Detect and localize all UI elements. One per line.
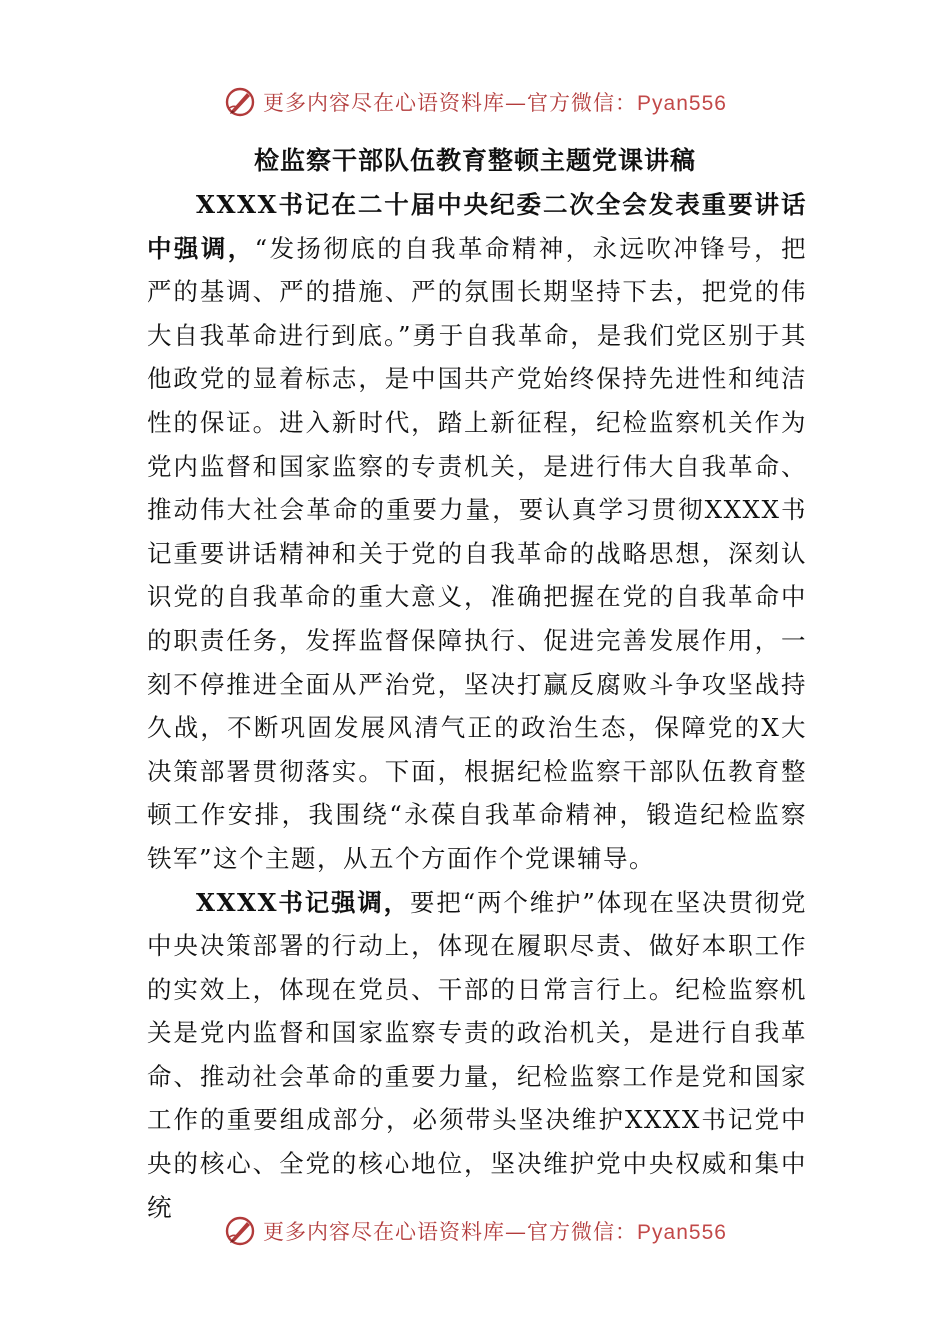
paragraph	[147, 881, 807, 1230]
paragraph-lead: XXXX书记在二十届中央纪委二次全会发表重要讲话中强调，	[147, 190, 807, 263]
paragraph	[147, 183, 807, 881]
wechat-id: Pyan556	[637, 92, 727, 115]
banner-text: 更多内容尽在心语资料库—官方微信：Pyan556	[263, 1220, 727, 1244]
wechat-id: Pyan556	[637, 1221, 727, 1244]
pen-logo-icon	[223, 1214, 257, 1248]
paragraph-text: 要把“两个维护”体现在坚决贯彻党中央决策部署的行动上，体现在履职尽责、做好本职工作的实效上，体现在党员、干部的日常言行上。纪检监察机关是党内监督和国家监察专责的政治机关，是进行自我革命、推动社会革命的重要力量，纪检监察工作是党和国家工作的重要组成部分，必须带头坚决维护XXXX书记党中央的核心、全党的核心地位，坚决维护党中央权威和集中统	[147, 887, 807, 1222]
paragraph-lead: XXXX书记强调，	[196, 887, 411, 917]
banner-text: 更多内容尽在心语资料库—官方微信：Pyan556	[263, 91, 727, 115]
pen-logo-icon	[223, 85, 257, 119]
document-body	[147, 183, 807, 1229]
header-banner	[0, 82, 950, 122]
document-title: 检监察干部队伍教育整顿主题党课讲稿	[253, 146, 696, 175]
footer-banner	[0, 1211, 950, 1251]
paragraph-text: “发扬彻底的自我革命精神，永远吹冲锋号，把严的基调、严的措施、严的氛围长期坚持下去，把党的伟大自我革命进行到底。”勇于自我革命，是我们党区别于其他政党的显着标志，是中国共产党始终保持先进性和纯洁性的保证。进入新时代，踏上新征程，纪检监察机关作为党内监督和国家监察的专责机关，是进行伟大自我革命、推动伟大社会革命的重要力量，要认真学习贯彻XXXX书记重要讲话精神和关于党的自我革命的战略思想，深刻认识党的自我革命的重大意义，准确把握在党的自我革命中的职责任务，发挥监督保障执行、促进完善发展作用，一刻不停推进全面从严治党，坚决打赢反腐败斗争攻坚战持久战，不断巩固发展风清气正的政治生态，保障党的X大决策部署贯彻落实。下面，根据纪检监察干部队伍教育整顿工作安排，我围绕“永葆自我革命精神，锻造纪检监察铁军”这个主题，从五个方面作个党课辅导。	[147, 233, 808, 873]
